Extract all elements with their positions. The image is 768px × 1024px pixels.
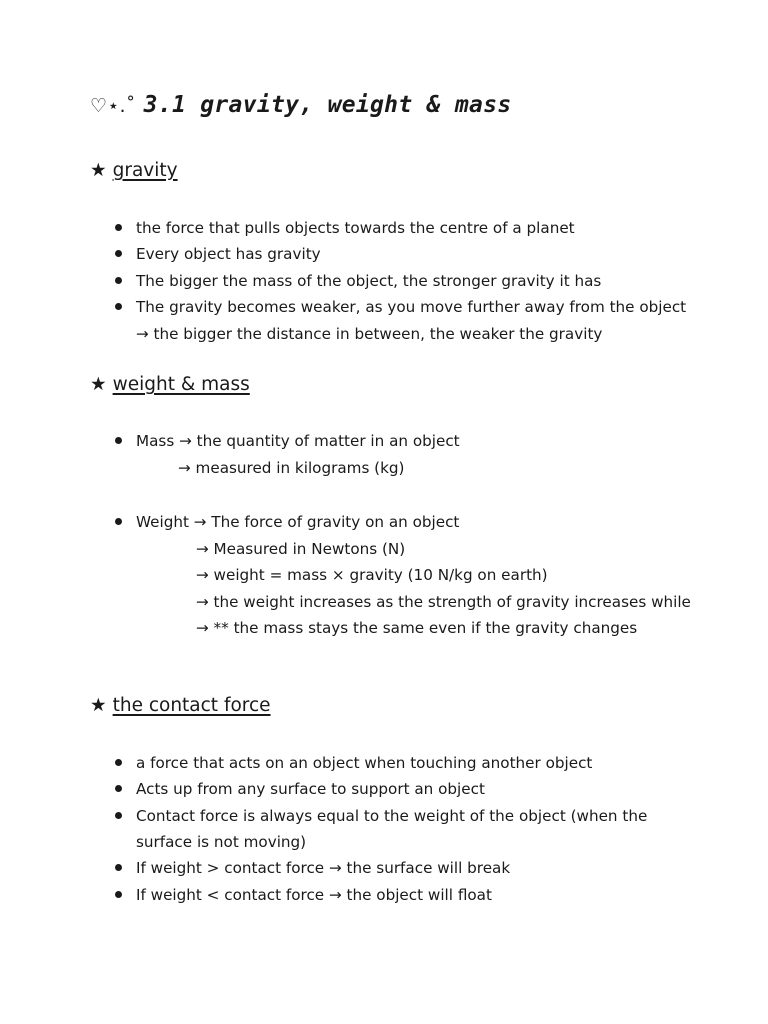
list-item: If weight < contact force → the object will float — [136, 886, 492, 904]
heading-weight-mass-label: weight & mass — [112, 374, 250, 395]
list-subline: → weight = mass × gravity (10 N/kg on earth) — [196, 566, 548, 584]
heading-gravity-label: gravity — [112, 160, 178, 181]
list-item: The gravity becomes weaker, as you move further away from the object — [136, 298, 687, 316]
list-item: Every object has gravity — [136, 245, 321, 263]
title-decoration: ♡⋆.˚ — [90, 95, 136, 117]
list-item: If weight > contact force → the surface will break — [136, 859, 511, 877]
list-subline: → ** the mass stays the same even if the gravity changes — [196, 619, 638, 637]
list-item: a force that acts on an object when touching another object — [136, 754, 593, 772]
star-icon: ★ — [90, 695, 107, 716]
heading-contact-force — [90, 695, 271, 716]
heading-weight-mass — [90, 374, 250, 395]
list-subline: surface is not moving) — [136, 833, 307, 851]
star-icon: ★ — [90, 160, 107, 181]
page-title — [90, 92, 512, 118]
list-item: Weight → The force of gravity on an object — [136, 513, 460, 531]
list-subline: → the weight increases as the strength of gravity increases while — [196, 593, 691, 611]
list-item: Contact force is always equal to the weight of the object (when the — [136, 807, 648, 825]
list-item: the force that pulls objects towards the centre of a planet — [136, 219, 575, 237]
heading-contact-force-label: the contact force — [112, 695, 271, 716]
title-text: 3.1 gravity, weight & mass — [143, 92, 512, 118]
list-subline: → Measured in Newtons (N) — [196, 540, 406, 558]
list-item: Mass → the quantity of matter in an object — [136, 432, 460, 450]
list-item: The bigger the mass of the object, the stronger gravity it has — [136, 272, 602, 290]
list-subline: → the bigger the distance in between, the weaker the gravity — [136, 325, 603, 343]
heading-gravity — [90, 160, 178, 181]
star-icon: ★ — [90, 374, 107, 395]
list-item: Acts up from any surface to support an object — [136, 780, 485, 798]
list-subline: → measured in kilograms (kg) — [178, 459, 405, 477]
